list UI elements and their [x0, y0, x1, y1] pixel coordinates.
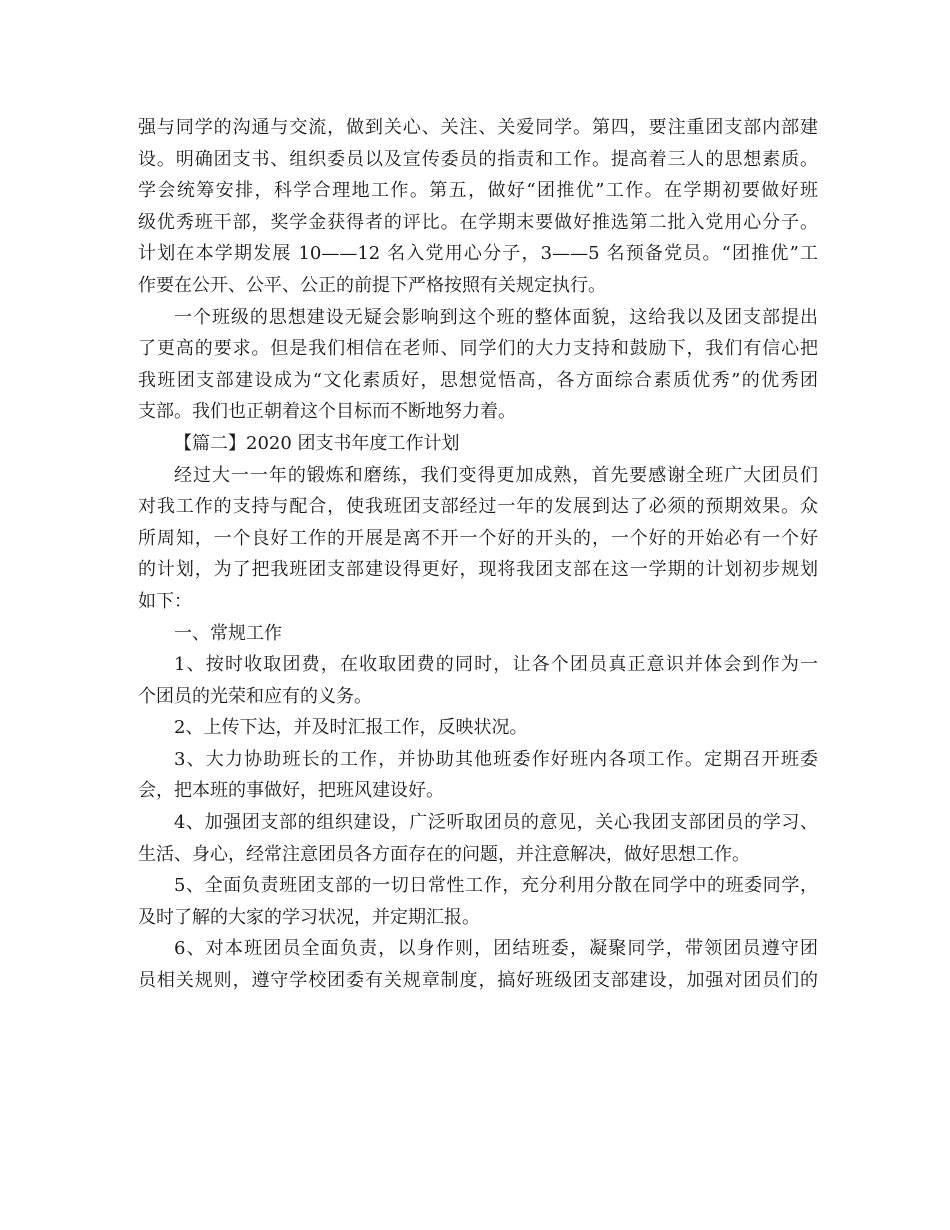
- text-line: 的计划，为了把我班团支部建设得更好，现将我团支部在这一学期的计划初步规划: [138, 559, 818, 581]
- text-line: 及时了解的大家的学习状况，并定期汇报。: [138, 906, 480, 928]
- text-line: 个团员的光荣和应有的义务。: [138, 685, 372, 707]
- text-line: 生活、身心，经常注意团员各方面存在的问题，并注意解决，做好思想工作。: [138, 843, 750, 865]
- text-line: 经过大一一年的锻炼和磨练，我们变得更加成熟，首先要感谢全班广大团员们: [174, 464, 818, 486]
- text-line: 员相关规则，遵守学校团委有关规章制度，搞好班级团支部建设，加强对团员们的: [138, 970, 818, 992]
- text-line: 如下：: [138, 590, 192, 612]
- text-line: 了更高的要求。但是我们相信在老师、同学们的大力支持和鼓励下，我们有信心把: [138, 338, 818, 360]
- text-line: 一、常规工作: [174, 622, 282, 644]
- text-line: 学会统筹安排，科学合理地工作。第五，做好“团推优”工作。在学期初要做好班: [138, 180, 818, 202]
- text-line: 计划在本学期发展 10——12 名入党用心分子，3——5 名预备党员。“团推优”工: [138, 243, 818, 265]
- text-line: 一个班级的思想建设无疑会影响到这个班的整体面貌，这给我以及团支部提出: [174, 306, 818, 328]
- text-line: 级优秀班干部，奖学金获得者的评比。在学期末要做好推选第二批入党用心分子。: [138, 211, 818, 233]
- text-line: 我班团支部建设成为“文化素质好，思想觉悟高，各方面综合素质优秀”的优秀团: [138, 369, 818, 391]
- text-line: 1、按时收取团费，在收取团费的同时，让各个团员真正意识并体会到作为一: [174, 654, 818, 676]
- text-line: 强与同学的沟通与交流，做到关心、关注、关爱同学。第四，要注重团支部内部建: [138, 117, 818, 138]
- text-line: 会，把本班的事做好，把班风建设好。: [138, 780, 444, 802]
- text-line: 作要在公开、公平、公正的前提下严格按照有关规定执行。: [138, 274, 606, 296]
- text-line: 3、大力协助班长的工作，并协助其他班委作好班内各项工作。定期召开班委: [174, 748, 818, 770]
- text-line: 【篇二】2020 团支书年度工作计划: [174, 432, 460, 454]
- text-line: 对我工作的支持与配合，使我班团支部经过一年的发展到达了必须的预期效果。众: [138, 496, 818, 518]
- text-line: 5、全面负责班团支部的一切日常性工作，充分利用分散在同学中的班委同学，: [174, 875, 818, 897]
- text-line: 支部。我们也正朝着这个目标而不断地努力着。: [138, 401, 516, 423]
- text-line: 4、加强团支部的组织建设，广泛听取团员的意见，关心我团支部团员的学习、: [174, 812, 818, 834]
- text-line: 设。明确团支书、组织委员以及宣传委员的指责和工作。提高着三人的思想素质。: [138, 148, 818, 170]
- document-body: [138, 112, 818, 997]
- text-line: 所周知，一个良好工作的开展是离不开一个好的开头的，一个好的开始必有一个好: [138, 527, 818, 549]
- text-line: 6、对本班团员全面负责，以身作则，团结班委，凝聚同学，带领团员遵守团: [174, 938, 818, 960]
- text-line: 2、上传下达，并及时汇报工作，反映状况。: [174, 717, 528, 739]
